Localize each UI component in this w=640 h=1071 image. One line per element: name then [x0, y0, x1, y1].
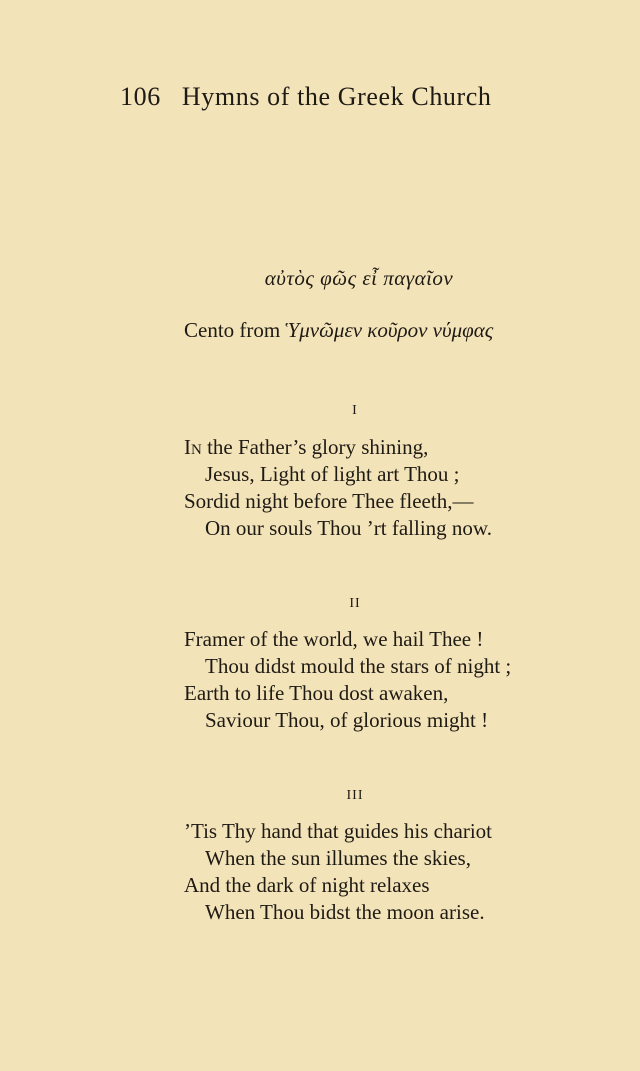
- cento-line: [184, 318, 493, 343]
- stanza-line: And the dark of night relaxes: [184, 873, 430, 897]
- stanza-3: [184, 818, 492, 926]
- stanza-2: [184, 626, 511, 734]
- stanza-line: Sordid night before Thee fleeth,—: [184, 489, 474, 513]
- stanza-line: Framer of the world, we hail Thee !: [184, 627, 484, 651]
- hymn-greek-title: αὐτὸς φῶς εἶ παγαῖον: [264, 266, 454, 290]
- stanza-line: When the sun illumes the skies,: [205, 846, 471, 870]
- stanza-line: Earth to life Thou dost awaken,: [184, 681, 449, 705]
- stanza-1: [184, 434, 492, 542]
- stanza-line: Thou didst mould the stars of night ;: [205, 654, 512, 678]
- stanza-line: When Thou bidst the moon arise.: [205, 900, 485, 924]
- cento-greek-source: Ὑμνῶμεν κοῦρον νύμφας: [285, 318, 494, 342]
- stanza-line: In the Father’s glory shining,: [184, 435, 429, 459]
- cento-prefix: Cento from: [184, 318, 281, 342]
- stanza-numeral-2: II: [349, 596, 361, 611]
- running-head: [120, 82, 492, 112]
- stanza-line: Saviour Thou, of glorious might !: [205, 708, 489, 732]
- stanza-line: ’Tis Thy hand that guides his chariot: [184, 819, 492, 843]
- stanza-numeral-1: I: [352, 403, 358, 418]
- stanza-line: On our souls Thou ’rt falling now.: [205, 516, 492, 540]
- stanza-numeral-3: III: [346, 788, 364, 803]
- stanza-line: Jesus, Light of light art Thou ;: [205, 462, 460, 486]
- page-number: 106: [120, 82, 161, 111]
- running-title: Hymns of the Greek Church: [181, 82, 492, 111]
